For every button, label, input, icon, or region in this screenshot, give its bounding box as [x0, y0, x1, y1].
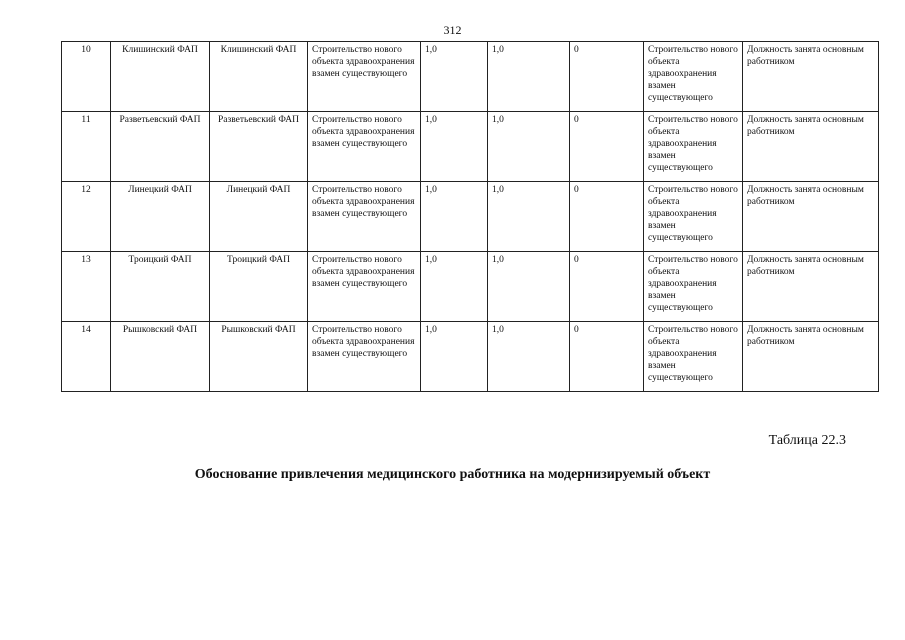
activity-cell: Строительство нового объекта здравоохранения взамен существующего: [308, 252, 421, 322]
status-cell: Должность занята основным работником: [743, 322, 879, 392]
value-2-cell: 1,0: [488, 322, 570, 392]
activity-2-cell: Строительство нового объекта здравоохранения взамен существующего: [644, 252, 743, 322]
table-row: [62, 42, 879, 112]
object-name-cell: Разветьевский ФАП: [210, 112, 308, 182]
value-1-cell: 1,0: [421, 252, 488, 322]
row-number-cell: 12: [62, 182, 111, 252]
value-3-cell: 0: [570, 322, 644, 392]
object-name-cell: Клишинский ФАП: [210, 42, 308, 112]
status-cell: Должность занята основным работником: [743, 182, 879, 252]
table-caption: Таблица 22.3: [768, 433, 846, 448]
value-3-cell: 0: [570, 112, 644, 182]
value-3-cell: 0: [570, 182, 644, 252]
object-name-cell: Линецкий ФАП: [210, 182, 308, 252]
value-3-cell: 0: [570, 42, 644, 112]
value-3-cell: 0: [570, 252, 644, 322]
activity-2-cell: Строительство нового объекта здравоохранения взамен существующего: [644, 112, 743, 182]
object-name-cell: Рышковский ФАП: [210, 322, 308, 392]
value-1-cell: 1,0: [421, 182, 488, 252]
value-2-cell: 1,0: [488, 182, 570, 252]
row-number-cell: 11: [62, 112, 111, 182]
document-heading: Обоснование привлечения медицинского работника на модернизируемый объект: [194, 467, 711, 482]
row-number-cell: 14: [62, 322, 111, 392]
activity-cell: Строительство нового объекта здравоохранения взамен существующего: [308, 42, 421, 112]
status-cell: Должность занята основным работником: [743, 112, 879, 182]
table-row: [62, 252, 879, 322]
object-name-cell: Троицкий ФАП: [210, 252, 308, 322]
status-cell: Должность занята основным работником: [743, 42, 879, 112]
activity-2-cell: Строительство нового объекта здравоохранения взамен существующего: [644, 42, 743, 112]
facility-name-cell: Линецкий ФАП: [111, 182, 210, 252]
facility-name-cell: Клишинский ФАП: [111, 42, 210, 112]
row-number-cell: 13: [62, 252, 111, 322]
table-row: [62, 182, 879, 252]
table-row: [62, 112, 879, 182]
value-2-cell: 1,0: [488, 42, 570, 112]
facilities-table: [61, 41, 879, 392]
row-number-cell: 10: [62, 42, 111, 112]
facility-name-cell: Рышковский ФАП: [111, 322, 210, 392]
activity-cell: Строительство нового объекта здравоохранения взамен существующего: [308, 112, 421, 182]
activity-cell: Строительство нового объекта здравоохранения взамен существующего: [308, 322, 421, 392]
facility-name-cell: Троицкий ФАП: [111, 252, 210, 322]
status-cell: Должность занята основным работником: [743, 252, 879, 322]
activity-cell: Строительство нового объекта здравоохранения взамен существующего: [308, 182, 421, 252]
activity-2-cell: Строительство нового объекта здравоохранения взамен существующего: [644, 182, 743, 252]
value-1-cell: 1,0: [421, 322, 488, 392]
value-2-cell: 1,0: [488, 112, 570, 182]
facility-name-cell: Разветьевский ФАП: [111, 112, 210, 182]
value-2-cell: 1,0: [488, 252, 570, 322]
page-number: 312: [443, 23, 462, 37]
value-1-cell: 1,0: [421, 112, 488, 182]
activity-2-cell: Строительство нового объекта здравоохранения взамен существующего: [644, 322, 743, 392]
table-row: [62, 322, 879, 392]
value-1-cell: 1,0: [421, 42, 488, 112]
